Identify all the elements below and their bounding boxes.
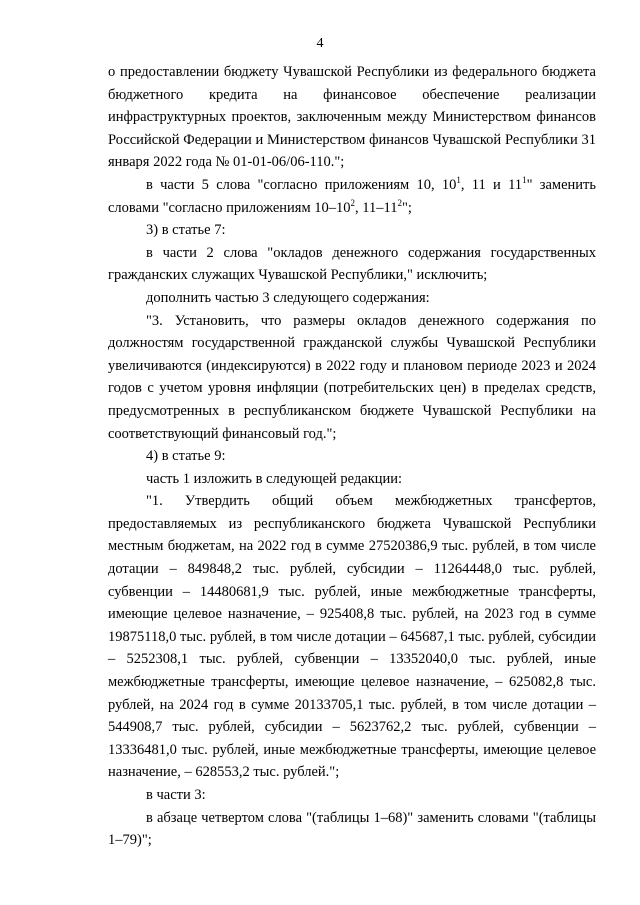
paragraph bbox=[108, 807, 596, 852]
paragraph bbox=[108, 242, 596, 287]
text-run: " заменить словами "согласно приложениям 10–10 bbox=[108, 176, 597, 216]
superscript: 2 bbox=[397, 197, 402, 208]
text-run: о предоставлении бюджету Чувашской Республики из федерального бюджета бюджетного кредита на финансовое обеспечение реализации инфраструктурных проектов, заключенным между Министерством финансов Российской Федерации и Министерством финансов Чувашской Республики 31 января 2022 года № 01-01-06/06-110."; bbox=[108, 64, 596, 171]
text-run: 4) в статье 9: bbox=[146, 448, 226, 465]
text-run: 3) в статье 7: bbox=[146, 222, 226, 239]
paragraph bbox=[108, 468, 596, 491]
document-body bbox=[108, 61, 596, 852]
page-number: 4 bbox=[316, 36, 324, 51]
paragraph bbox=[108, 287, 596, 310]
text-run: "1. Утвердить общий объем межбюджетных трансфертов, предоставляемых из республиканского бюджета Чувашской Республики местным бюджетам, на 2022 год в сумме 27520386,9 тыс. рублей, в том числе дотации – 849848,2 тыс. рублей, субсидии – 11264448,0 тыс. рублей, субвенции – 14480681,9 тыс. рублей, иные межбюджетные трансферты, имеющие целевое назначение, – 925408,8 тыс. рублей, на 2023 год в сумме 19875118,0 тыс. рублей, в том числе дотации – 645687,1 тыс. рублей, субсидии – 5252308,1 тыс. рублей, субвенции – 13352040,0 тыс. рублей, иные межбюджетные трансферты, имеющие целевое назначение, – 625082,8 тыс. рублей, на 2024 год в сумме 20133705,1 тыс. рублей, в том числе дотации – 544908,7 тыс. рублей, субсидии – 5623762,2 тыс. рублей, субвенции – 13336481,0 тыс. рублей, иные межбюджетные трансферты, имеющие целевое назначение, – 628553,2 тыс. рублей."; bbox=[108, 493, 596, 781]
text-run: в части 3: bbox=[146, 787, 206, 803]
superscript: 2 bbox=[350, 197, 356, 208]
text-run: "3. Установить, что размеры окладов денежного содержания по должностям государственной гражданской службы Чувашской Республики увеличиваются (индексируются) в 2022 году и плановом периоде 2023 и 2024 годов с учетом уровня инфляции (потребительских цен) в пределах средств, предусмотренных в республиканском бюджете Чувашской Республики на соответствующий финансовый год."; bbox=[108, 312, 596, 442]
paragraph bbox=[108, 445, 596, 468]
paragraph bbox=[108, 219, 596, 242]
text-run: в части 2 слова "окладов денежного содержания государственных гражданских служащих Чувашской Республики," исключить; bbox=[108, 244, 596, 284]
superscript: 1 bbox=[456, 174, 461, 185]
paragraph bbox=[108, 490, 596, 784]
paragraph bbox=[108, 784, 596, 807]
text-run: в абзаце четвертом слова "(таблицы 1–68)" заменить словами "(таблицы 1–79)"; bbox=[108, 809, 596, 849]
superscript: 1 bbox=[522, 174, 527, 185]
text-run: часть 1 изложить в следующей редакции: bbox=[146, 470, 403, 487]
text-run: , 11 и 11 bbox=[460, 176, 523, 193]
text-run: , 11–11 bbox=[355, 199, 398, 216]
text-run: дополнить частью 3 следующего содержания: bbox=[146, 289, 430, 306]
paragraph bbox=[108, 61, 596, 174]
paragraph bbox=[108, 310, 596, 446]
text-run: "; bbox=[401, 199, 412, 216]
paragraph bbox=[108, 174, 596, 219]
text-run: в части 5 слова "согласно приложениям 10, 10 bbox=[146, 176, 457, 193]
